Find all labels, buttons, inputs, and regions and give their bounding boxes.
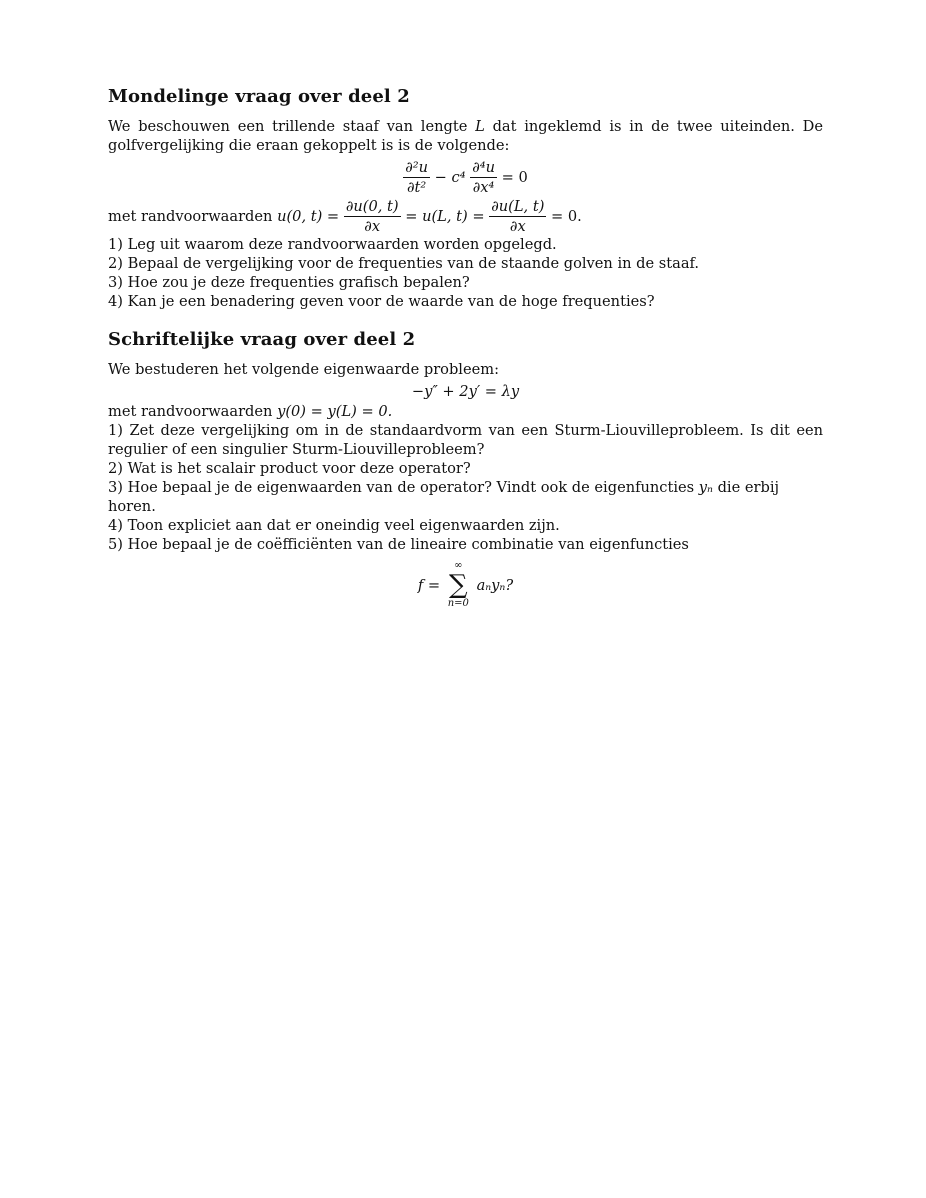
section-oral-question	[108, 86, 823, 311]
question-4: 4) Kan je een benadering geven voor de waarde van de hoge frequenties?	[108, 293, 655, 310]
question-1: 1) Zet deze vergelijking om in de standaardvorm van een Sturm-Liouvilleprobleem. Is dit een regulier of een singulier Sturm-Liouvilleprobleem?	[108, 422, 823, 458]
fraction: $\frac{\text{∂²u}}{\text{∂t²}}$	[405, 159, 429, 196]
question-2: 2) Bepaal de vergelijking voor de frequenties van de staande golven in de staaf.	[108, 255, 700, 272]
question-3: 3) Hoe zou je deze frequenties grafisch bepalen?	[108, 274, 470, 291]
section-title: Schriftelijke vraag over deel 2	[108, 329, 416, 350]
fraction: $\frac{\text{∂⁴u}}{\text{∂x⁴}}$	[472, 159, 495, 196]
question-4: 4) Toon expliciet aan dat er oneindig veel eigenwaarden zijn.	[108, 517, 560, 534]
fraction: $\frac{\partial u(0, t)}{\partial x}$	[345, 198, 399, 235]
boundary-conditions: met randvoorwaarden u(0, t) = $\frac{\partial u(0, t)}{\partial x}$ = u(L, t) = $\frac{\partial u(L, t)}{\partial x}$ = 0.	[108, 198, 582, 235]
summation-symbol: ∞ ∑ n=0	[447, 560, 469, 609]
question-3: 3) Hoe bepaal je de eigenwaarden van de operator? Vindt ook de eigenfuncties yₙ die erbij horen.	[108, 479, 780, 515]
question-1: 1) Leg uit waarom deze randvoorwaarden worden opgelegd.	[108, 236, 557, 253]
intro-line: We bestuderen het volgende eigenwaarde probleem:	[108, 361, 499, 378]
series-equation: f = ∞ ∑ n=0 aₙyₙ?	[417, 560, 514, 609]
question-2: 2) Wat is het scalair product voor deze operator?	[108, 460, 471, 477]
fraction: $\frac{\partial u(L, t)}{\partial x}$	[491, 198, 545, 235]
wave-equation: $\frac{\text{∂²u}}{\text{∂t²}}$ − c⁴ $\frac{\text{∂⁴u}}{\text{∂x⁴}}$ = 0	[405, 159, 528, 196]
boundary-conditions: met randvoorwaarden y(0) = y(L) = 0.	[108, 403, 393, 420]
intro-paragraph: We beschouwen een trillende staaf van lengte L dat ingeklemd is in de twee uiteinden. De golfvergelijking die eraan gekoppelt is is de volgende:	[108, 118, 823, 154]
question-5: 5) Hoe bepaal je de coëfficiënten van de lineaire combinatie van eigenfuncties	[108, 536, 689, 553]
eigenvalue-equation: −y″ + 2y′ = λy	[411, 383, 520, 400]
section-title: Mondelinge vraag over deel 2	[108, 86, 410, 107]
section-written-question	[108, 329, 823, 612]
